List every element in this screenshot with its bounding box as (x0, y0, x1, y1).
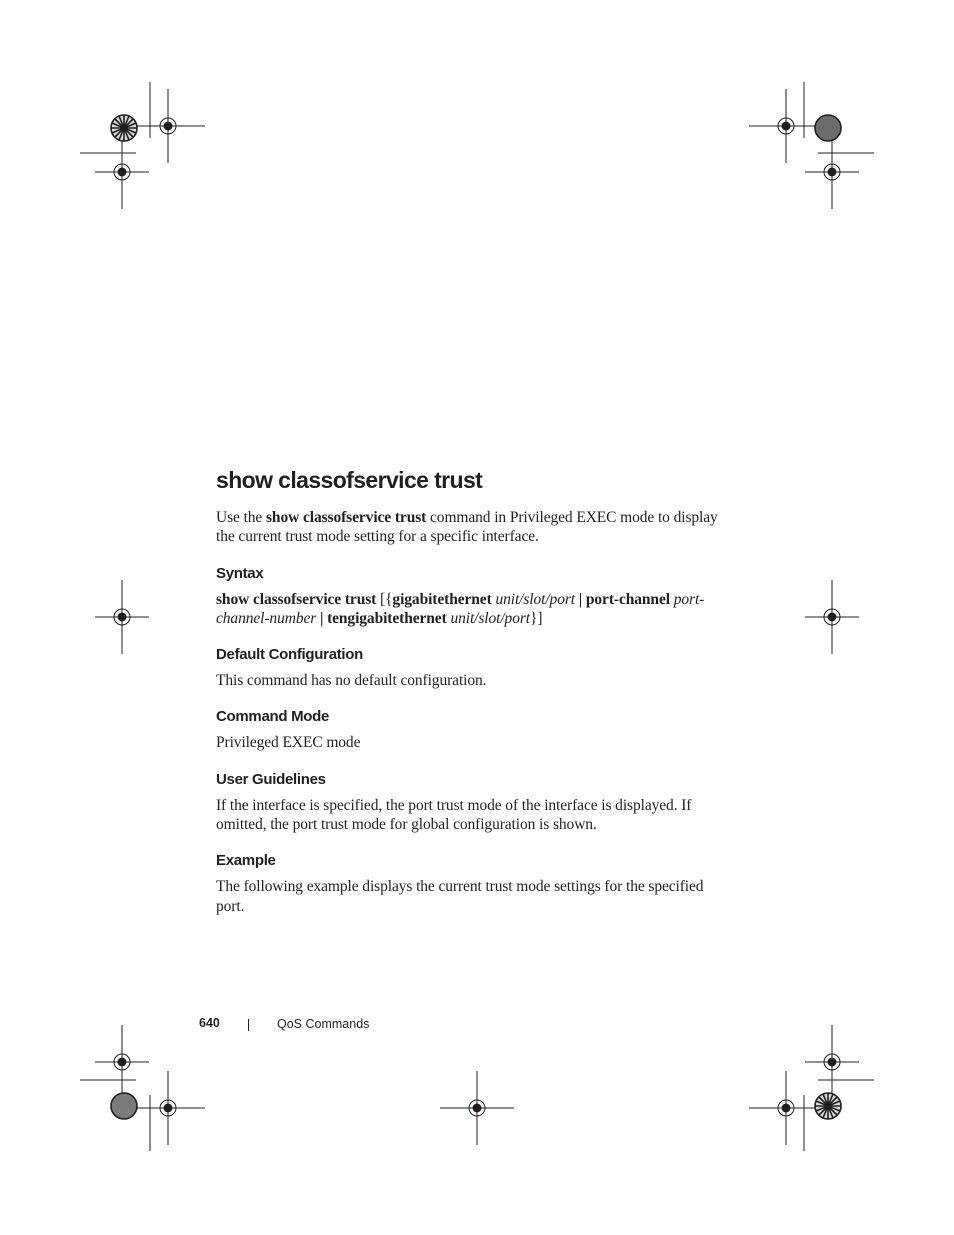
intro-prefix: Use the (216, 509, 266, 526)
syntax-open: [{ (376, 590, 393, 608)
syntax-command: show classofservice trust (216, 590, 377, 608)
intro-paragraph (216, 508, 726, 547)
footer-section-name: QoS Commands (277, 1017, 370, 1031)
default-configuration-text: This command has no default configuration. (216, 672, 487, 690)
syntax-option-port-channel: port-channel (585, 590, 670, 608)
syntax-arg-unit-slot-port: unit/slot/port (450, 609, 530, 627)
command-mode-heading: Command Mode (216, 708, 330, 726)
syntax-option-tengigabitethernet: tengigabitethernet (327, 609, 447, 627)
command-mode-text: Privileged EXEC mode (216, 734, 361, 752)
footer-separator (248, 1019, 249, 1031)
intro-command: show classofservice trust (266, 509, 427, 526)
syntax-arg-unit-slot-port: unit/slot/port (495, 590, 575, 608)
default-configuration-heading: Default Configuration (216, 646, 364, 664)
example-text: The following example displays the current trust mode settings for the specified port. (216, 878, 704, 915)
syntax-bar: | (316, 609, 328, 627)
user-guidelines-text: If the interface is specified, the port trust mode of the interface is displayed. If omitted, the port trust mode for global configuration is shown. (216, 796, 692, 834)
syntax-bar: | (575, 590, 586, 608)
page-number: 640 (199, 1016, 220, 1030)
syntax-arg-port-channel-number: port-channel-number (216, 590, 705, 627)
page-content (216, 462, 726, 933)
syntax-close: }] (530, 609, 543, 627)
syntax-line (216, 590, 726, 629)
page-title: show classofservice trust (216, 467, 483, 493)
page-footer (0, 1014, 954, 1034)
syntax-option-gigabitethernet: gigabitethernet (392, 590, 492, 608)
syntax-heading: Syntax (216, 564, 264, 582)
example-heading: Example (216, 852, 276, 870)
user-guidelines-heading: User Guidelines (216, 770, 326, 788)
intro-suffix: command in Privileged EXEC mode to display the current trust mode setting for a specific interface. (216, 509, 718, 546)
